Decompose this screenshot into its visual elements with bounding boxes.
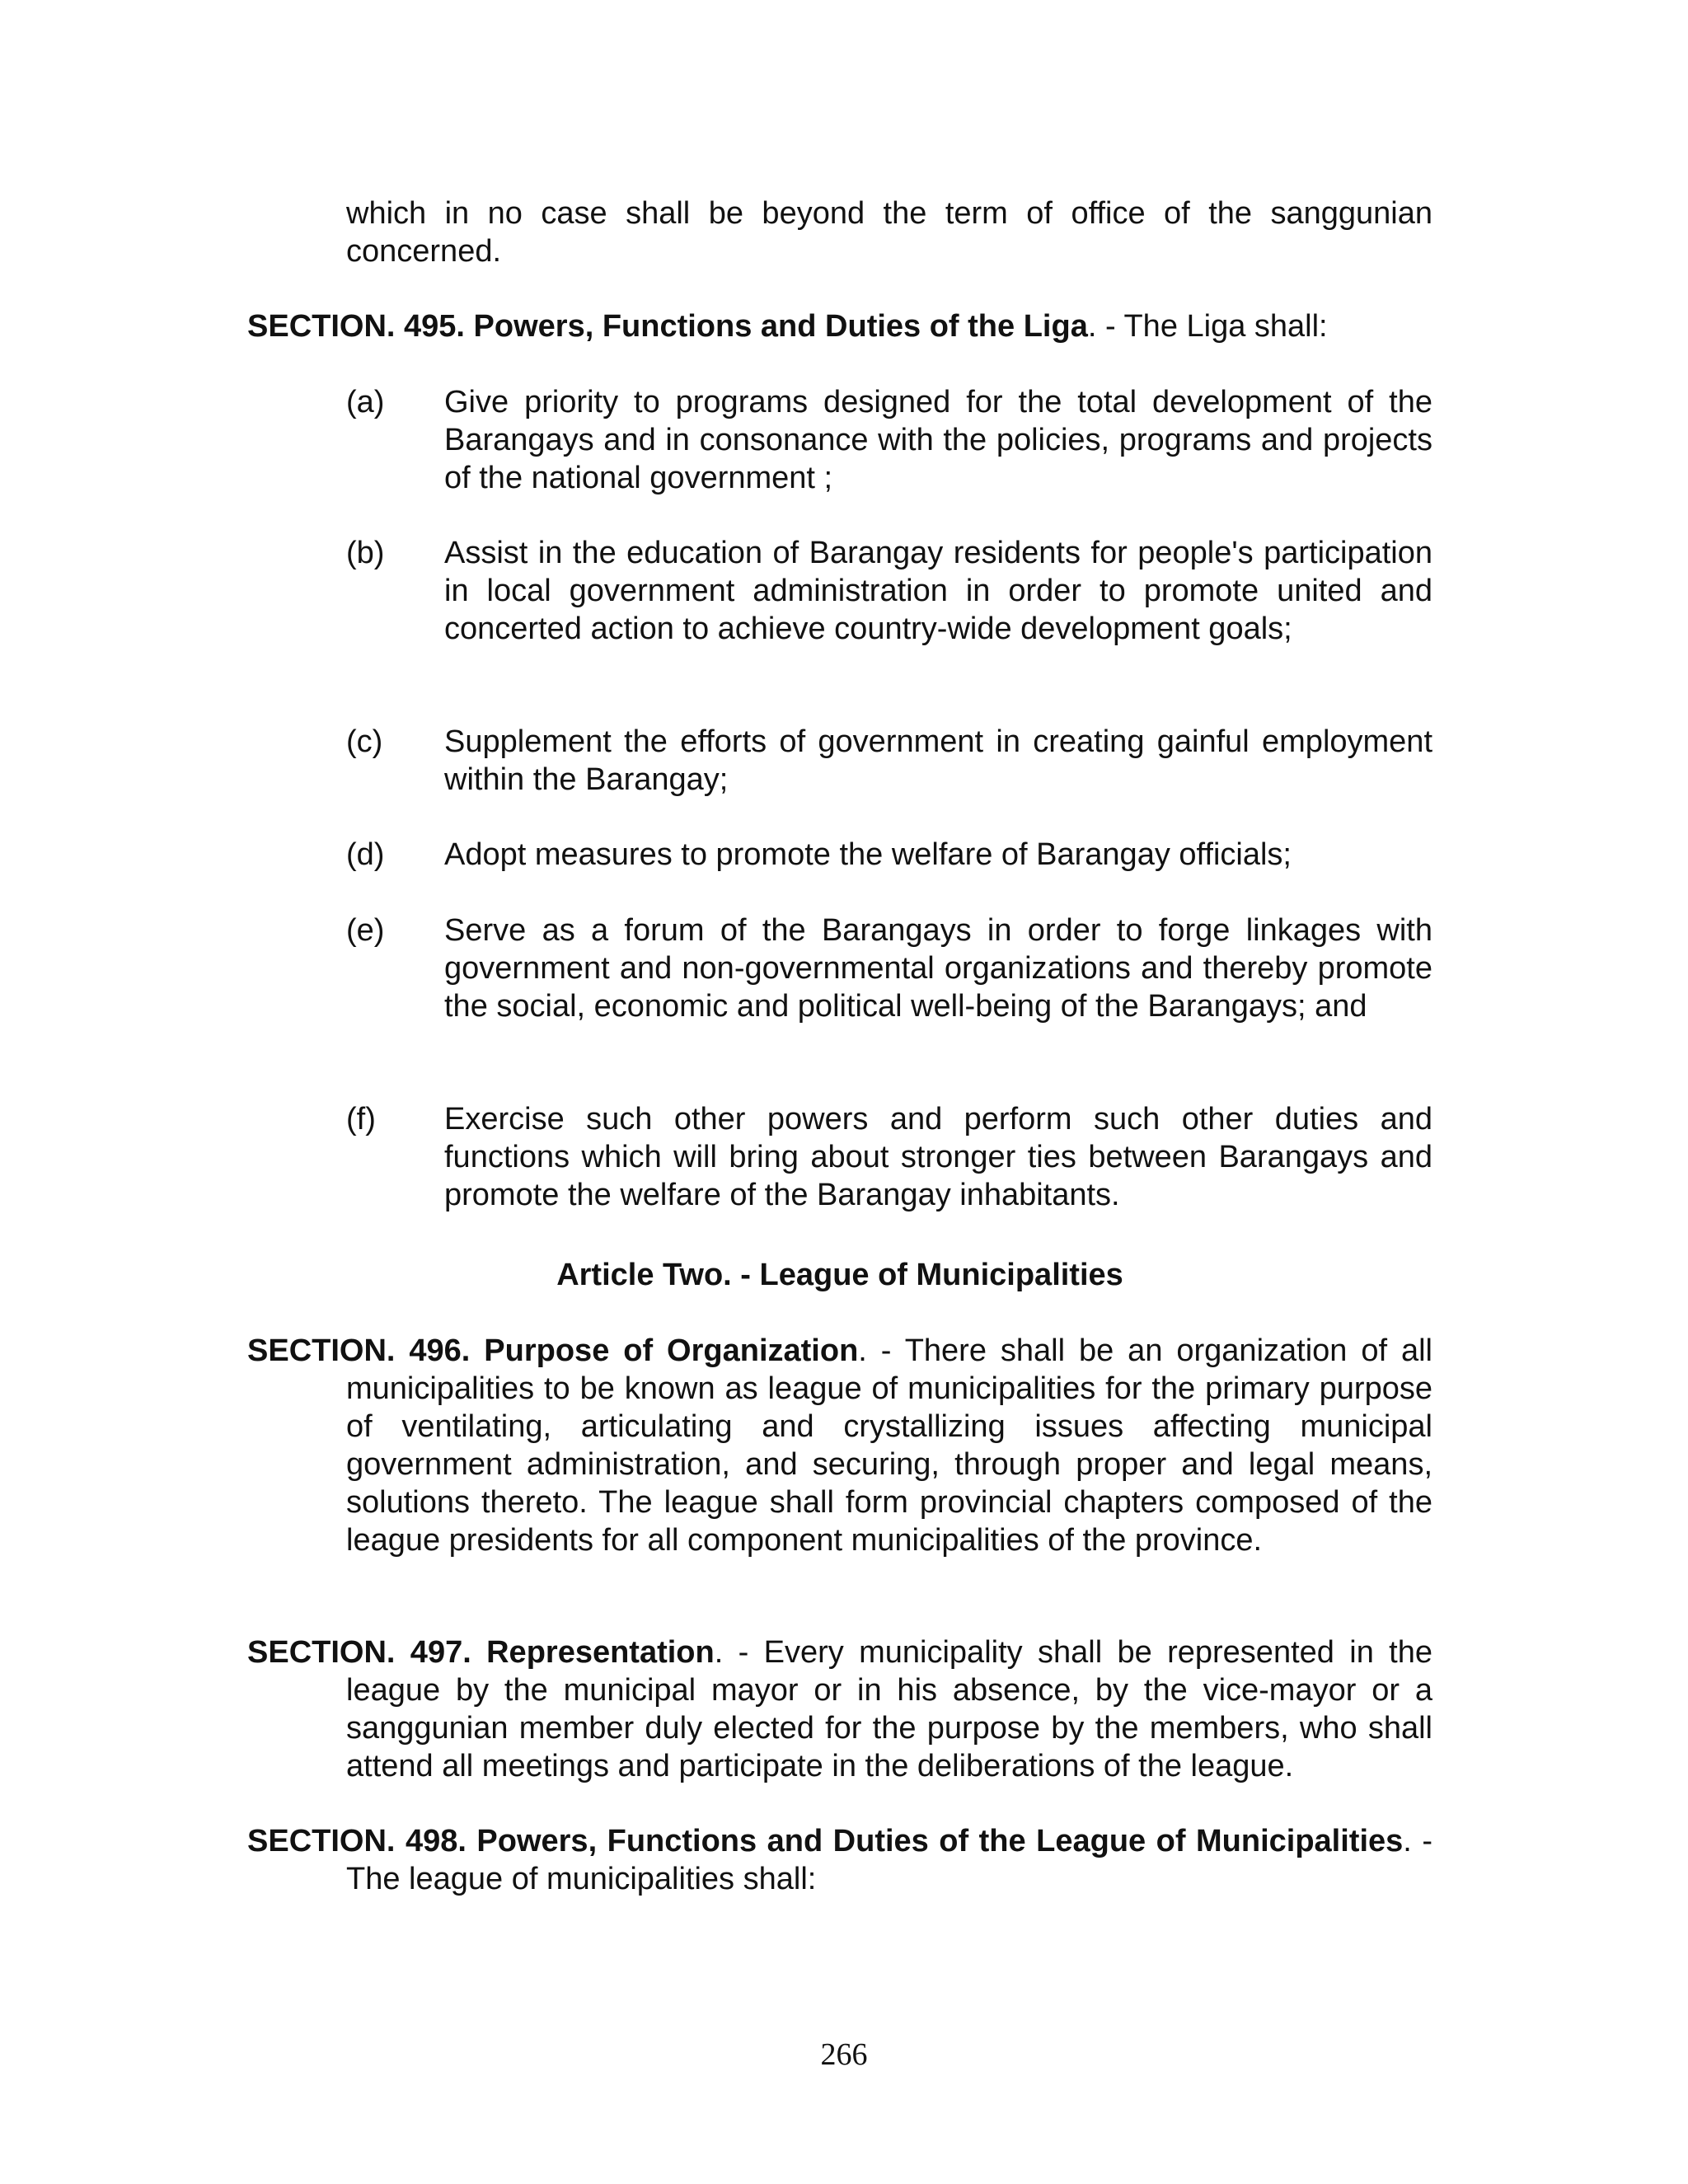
section-496-heading: SECTION. 496. Purpose of Organization bbox=[247, 1333, 859, 1368]
section-497-heading: SECTION. 497. Representation bbox=[247, 1635, 715, 1670]
article-title: Article Two. - League of Municipalities bbox=[556, 1258, 1123, 1292]
item-text: Serve as a forum of the Barangays in order to forge linkages with government and non-governmental organizations and thereby promote the social, economic and political well-being of the Barangays; and bbox=[444, 913, 1432, 1024]
page-number: 266 bbox=[820, 2037, 868, 2072]
section-497 bbox=[247, 1633, 1432, 1785]
section-496 bbox=[247, 1332, 1432, 1559]
section-495-text: . - The Liga shall: bbox=[1087, 309, 1328, 344]
section-498-text: . - The league of municipalities shall: bbox=[346, 1824, 1432, 1896]
section-496-text: . - There shall be an organization of all municipalities to be known as league of municipalities for the primary purpose of ventilating, articulating and crystallizing issues affecting municipal government administration, and securing, through proper and legal means, solutions thereto. The league shall form provincial chapters composed of the league presidents for all component municipalities of the province. bbox=[346, 1333, 1432, 1558]
item-label: (c) bbox=[346, 724, 383, 759]
section-498 bbox=[247, 1822, 1432, 1898]
item-text: Adopt measures to promote the welfare of Barangay officials; bbox=[444, 837, 1292, 872]
section-498-heading: SECTION. 498. Powers, Functions and Duties of the League of Municipalities bbox=[247, 1824, 1404, 1858]
item-text: Assist in the education of Barangay residents for people's participation in local government administration in order to promote united and concerted action to achieve country-wide development goals; bbox=[444, 536, 1432, 646]
section-497-text: . - Every municipality shall be represented in the league by the municipal mayor or in his absence, by the vice-mayor or a sanggunian member duly elected for the purpose by the members, who shall attend all meetings and participate in the deliberations of the league. bbox=[346, 1635, 1432, 1783]
continuation-paragraph: which in no case shall be beyond the term of office of the sanggunian concerned. bbox=[346, 196, 1432, 269]
section-495 bbox=[247, 307, 1432, 345]
item-label: (f) bbox=[346, 1102, 376, 1137]
item-label: (d) bbox=[346, 837, 385, 872]
item-label: (e) bbox=[346, 913, 385, 948]
item-label: (b) bbox=[346, 536, 385, 570]
item-text: Give priority to programs designed for the total development of the Barangays and in consonance with the policies, programs and projects of the national government ; bbox=[444, 385, 1432, 495]
item-label: (a) bbox=[346, 385, 385, 419]
item-text: Supplement the efforts of government in creating gainful employment within the Barangay; bbox=[444, 724, 1432, 797]
section-495-heading: SECTION. 495. Powers, Functions and Duties of the Liga bbox=[247, 309, 1088, 344]
item-text: Exercise such other powers and perform such other duties and functions which will bring about stronger ties between Barangays and promote the welfare of the Barangay inhabitants. bbox=[444, 1102, 1432, 1212]
